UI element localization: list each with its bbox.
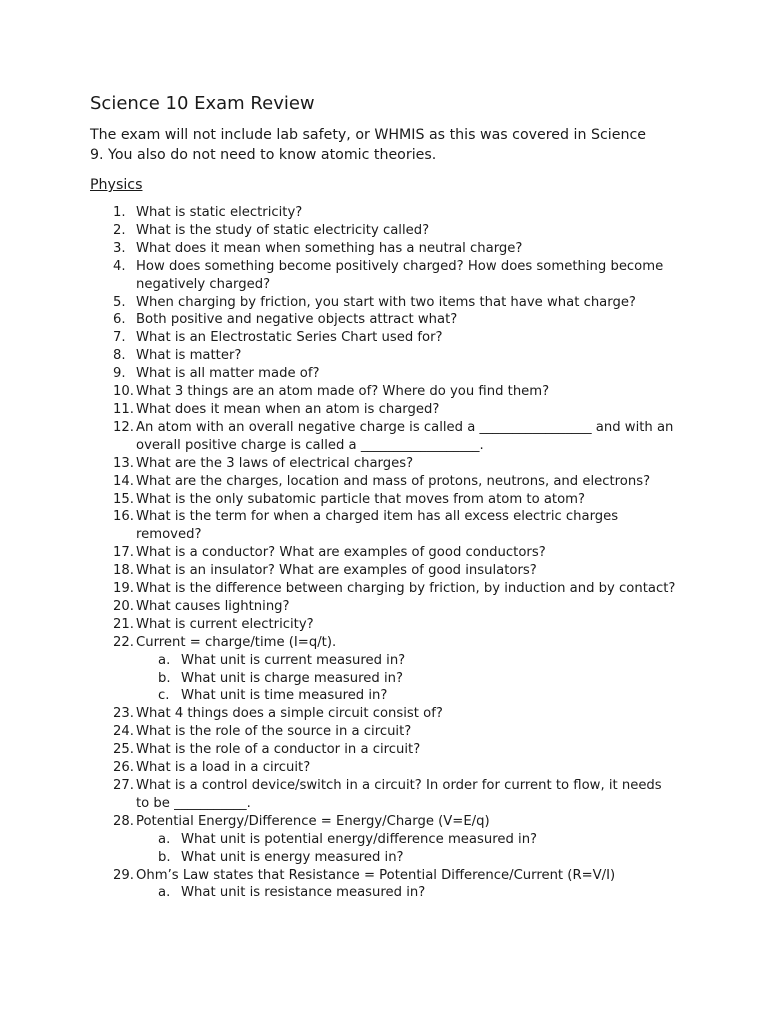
question-number: 15.	[113, 491, 134, 507]
question-number: c.	[158, 688, 170, 704]
question-item	[0, 473, 676, 491]
question-number: 10.	[113, 384, 134, 400]
question-text: What unit is potential energy/difference measured in?	[181, 831, 538, 847]
question-item	[0, 419, 676, 455]
question-number: 16.	[113, 509, 134, 525]
question-text: Potential Energy/Difference = Energy/Charge (V=E/q)	[136, 813, 490, 829]
question-text: What is current electricity?	[136, 616, 314, 632]
question-text: What are the 3 laws of electrical charges?	[136, 455, 414, 471]
question-item	[0, 401, 676, 419]
question-text: What is an insulator? What are examples of good insulators?	[136, 563, 537, 579]
question-item	[0, 204, 676, 222]
question-number: 12.	[113, 419, 134, 435]
question-number: b.	[158, 849, 171, 865]
question-number: 6.	[113, 312, 126, 328]
question-number: 13.	[113, 455, 134, 471]
sub-question-item	[0, 831, 676, 849]
question-text: What is all matter made of?	[136, 366, 320, 382]
question-number: a.	[158, 885, 171, 901]
question-item	[0, 383, 676, 401]
question-text: What is a load in a circuit?	[136, 760, 311, 776]
question-number: 19.	[113, 581, 134, 597]
question-text: What is a control device/switch in a circuit? In order for current to flow, it needs to be ___________.	[136, 778, 662, 811]
question-text: What is a conductor? What are examples of good conductors?	[136, 545, 546, 561]
question-list	[0, 204, 768, 902]
question-item	[0, 222, 676, 240]
question-text: What unit is charge measured in?	[181, 670, 403, 686]
question-item	[0, 294, 676, 312]
question-number: 17.	[113, 545, 134, 561]
question-text: What is static electricity?	[136, 205, 303, 220]
question-number: 1.	[113, 205, 126, 220]
question-number: 18.	[113, 563, 134, 579]
question-number: 22.	[113, 634, 134, 650]
question-text: When charging by friction, you start with two items that have what charge?	[136, 294, 636, 310]
sub-question-item	[0, 884, 676, 902]
question-number: 24.	[113, 724, 134, 740]
question-item	[0, 723, 676, 741]
question-text: What is the role of a conductor in a circuit?	[136, 742, 421, 758]
question-number: 5.	[113, 294, 126, 310]
question-item	[0, 867, 676, 885]
question-item	[0, 705, 676, 723]
question-item	[0, 311, 676, 329]
question-number: 9.	[113, 366, 126, 382]
question-number: 29.	[113, 867, 134, 883]
question-text: What is the only subatomic particle that moves from atom to atom?	[136, 491, 585, 507]
question-number: 27.	[113, 778, 134, 793]
sub-question-item	[0, 849, 676, 867]
question-text: Both positive and negative objects attract what?	[136, 312, 458, 328]
question-number: 11.	[113, 401, 134, 417]
question-number: 14.	[113, 473, 134, 489]
question-text: What 3 things are an atom made of? Where do you find them?	[136, 384, 550, 400]
question-text: What does it mean when an atom is charged?	[136, 401, 440, 417]
intro-paragraph: The exam will not include lab safety, or WHMIS as this was covered in Science 9. You also do not need to know atomic theories.	[90, 127, 646, 163]
page-title: Science 10 Exam Review	[90, 93, 315, 114]
question-number: 2.	[113, 222, 126, 238]
question-number: b.	[158, 670, 171, 686]
question-item	[0, 777, 676, 813]
question-text: Ohm’s Law states that Resistance = Potential Difference/Current (R=V/I)	[136, 867, 616, 883]
question-text: What causes lightning?	[136, 598, 290, 614]
section-heading-physics: Physics	[90, 177, 143, 193]
sub-question-item	[0, 670, 676, 688]
question-text: What is the study of static electricity called?	[136, 222, 430, 238]
question-text: How does something become positively charged? How does something become negatively charged?	[136, 258, 664, 292]
question-text: What 4 things does a simple circuit consist of?	[136, 706, 443, 722]
question-item	[0, 491, 676, 509]
question-item	[0, 598, 676, 616]
question-number: 26.	[113, 760, 134, 776]
question-text: What unit is energy measured in?	[181, 849, 404, 865]
question-item	[0, 329, 676, 347]
question-number: 25.	[113, 742, 134, 758]
question-item	[0, 580, 676, 598]
question-text: An atom with an overall negative charge is called a _________________ and with an overall positive charge is called a __________________.	[136, 419, 674, 453]
sub-question-item	[0, 652, 676, 670]
question-text: What are the charges, location and mass of protons, neutrons, and electrons?	[136, 473, 651, 489]
question-number: 23.	[113, 706, 134, 722]
question-number: a.	[158, 831, 171, 847]
question-item	[0, 544, 676, 562]
question-text: What unit is current measured in?	[181, 652, 406, 668]
question-number: 4.	[113, 258, 126, 274]
question-number: a.	[158, 652, 171, 668]
question-text: What unit is time measured in?	[181, 688, 388, 704]
question-item	[0, 347, 676, 365]
question-text: Current = charge/time (I=q/t).	[136, 634, 337, 650]
question-item	[0, 759, 676, 777]
question-item	[0, 741, 676, 759]
question-item	[0, 813, 676, 831]
question-item	[0, 365, 676, 383]
question-text: What is the term for when a charged item has all excess electric charges removed?	[136, 509, 619, 543]
question-text: What is the role of the source in a circuit?	[136, 724, 412, 740]
question-text: What is the difference between charging by friction, by induction and by contact?	[136, 581, 676, 597]
question-item	[0, 634, 676, 652]
question-number: 28.	[113, 813, 134, 829]
question-text: What does it mean when something has a neutral charge?	[136, 240, 523, 256]
question-item	[0, 455, 676, 473]
sub-question-item	[0, 687, 676, 705]
question-item	[0, 258, 676, 294]
question-number: 7.	[113, 330, 126, 346]
question-number: 21.	[113, 616, 134, 632]
question-text: What is an Electrostatic Series Chart used for?	[136, 330, 443, 346]
question-item	[0, 616, 676, 634]
question-item	[0, 508, 676, 544]
question-text: What unit is resistance measured in?	[181, 885, 426, 901]
question-number: 20.	[113, 598, 134, 614]
question-item	[0, 240, 676, 258]
question-item	[0, 562, 676, 580]
question-text: What is matter?	[136, 348, 242, 364]
question-number: 8.	[113, 348, 126, 364]
question-number: 3.	[113, 240, 126, 256]
